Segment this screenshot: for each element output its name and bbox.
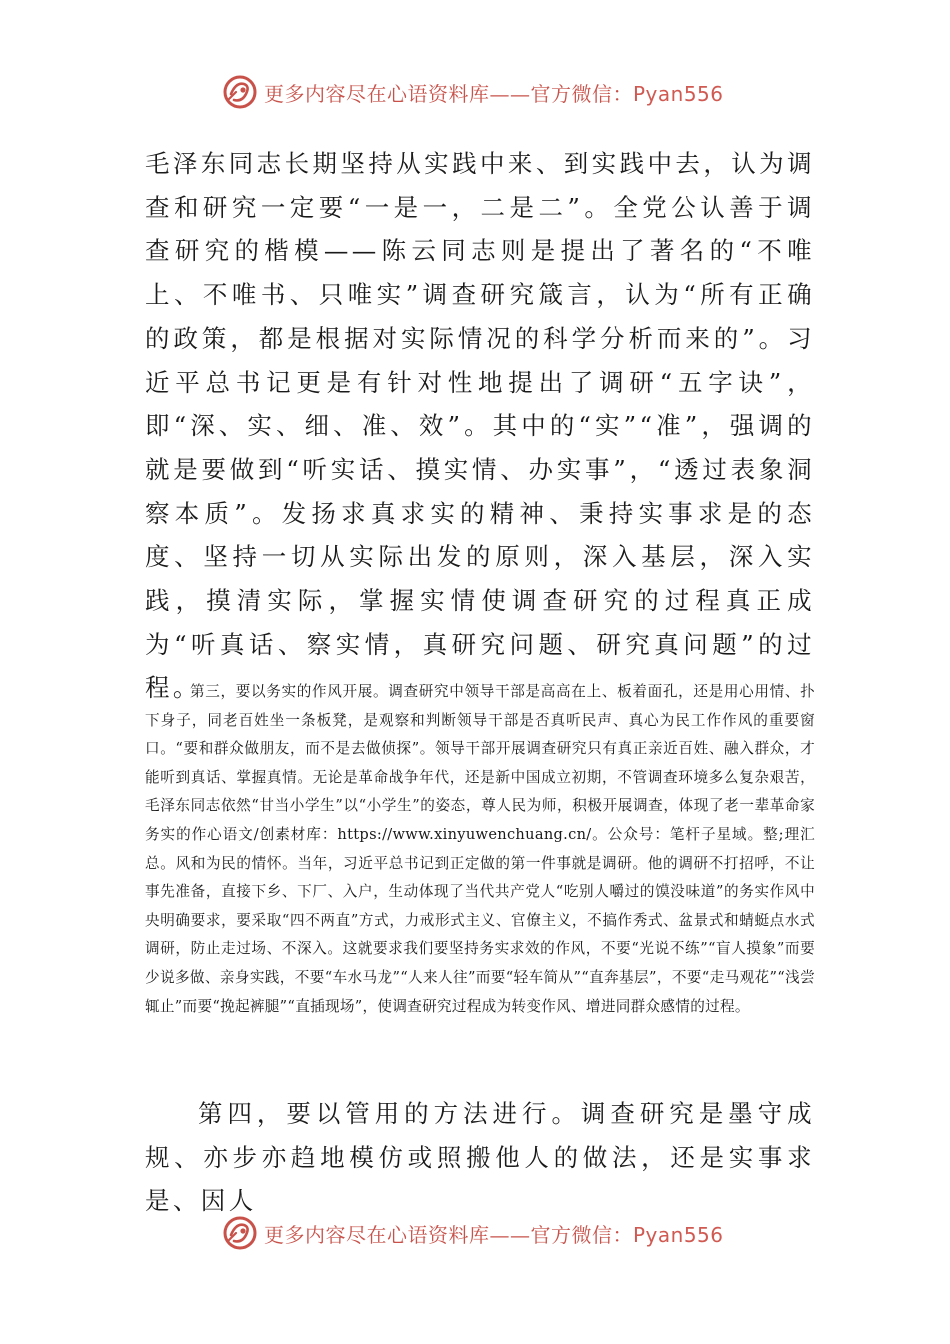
- paragraph-2: 第三，要以务实的作风开展。调查研究中领导干部是高高在上、板着面孔，还是用心用情、扑下身子，同老百姓坐一条板凳，是观察和判断领导干部是否真听民声、真心为民工作作风的重要窗口。“要和群众做朋友，而不是去做侦探”。领导干部开展调查研究只有真正亲近百姓、融入群众，才能听到真话、掌握真情。无论是革命战争年代，还是新中国成立初期，不管调查环境多么复杂艰苦，毛泽东同志依然“甘当小学生”以“小学生”的姿态，尊人民为师，积极开展调查，体现了老一辈革命家务实的作心语文/创素材库：https://www.xinyuwenchuang.cn/。公众号：笔杆子星域。整;理汇总。风和为民的情怀。当年，习近平总书记到正定做的第一件事就是调研。他的调研不打招呼，不让事先准备，直接下乡、下厂、入户，生动体现了当代共产党人“吃别人嚼过的馍没味道”的务实作风中央明确要求，要采取“四不两直”方式，力戒形式主义、官僚主义，不搞作秀式、盆景式和蜻蜓点水式调研，防止走过场、不深入。这就要求我们要坚持务实求效的作风，不要“光说不练”“盲人摸象”而要少说多做、亲身实践，不要“车水马龙”“人来人往”而要“轻车简从”“直奔基层”，不要“走马观花”“浅尝辄止”而要“挽起裤腿”“直插现场”，使调查研究过程成为转变作风、增进同群众感情的过程。: [145, 683, 815, 1015]
- footer-banner-text: 更多内容尽在心语资料库——官方微信：Pyan556: [264, 1222, 724, 1247]
- paragraph-3: 第四，要以管用的方法进行。调查研究是墨守成规、亦步亦趋地模仿或照搬他人的做法，还是实事求是、因人: [145, 1099, 815, 1216]
- header-banner-text: 更多内容尽在心语资料库——官方微信：Pyan556: [264, 81, 724, 106]
- logo-icon: [222, 1215, 258, 1251]
- footer-banner: [222, 1213, 742, 1253]
- paragraph-1: 毛泽东同志长期坚持从实践中来、到实践中去，认为调查和研究一定要“一是一，二是二”。全党公认善于调查研究的楷模——陈云同志则是提出了著名的“不唯上、不唯书、只唯实”调查研究箴言，认为“所有正确的政策，都是根据对实际情况的科学分析而来的”。习近平总书记更是有针对性地提出了调研“五字诀”，即“深、实、细、准、效”。其中的“实”“准”，强调的就是要做到“听实话、摸实情、办实事”，“透过表象洞察本质”。发扬求真求实的精神、秉持实事求是的态度、坚持一切从实际出发的原则，深入基层，深入实践，摸清实际，掌握实情使调查研究的过程真正成为“听真话、察实情，真研究问题、研究真问题”的过程。: [145, 149, 815, 703]
- header-banner: [222, 72, 742, 112]
- header-wechat-id: Pyan556: [633, 81, 724, 106]
- footer-wechat-id: Pyan556: [633, 1222, 724, 1247]
- logo-icon: [222, 74, 258, 110]
